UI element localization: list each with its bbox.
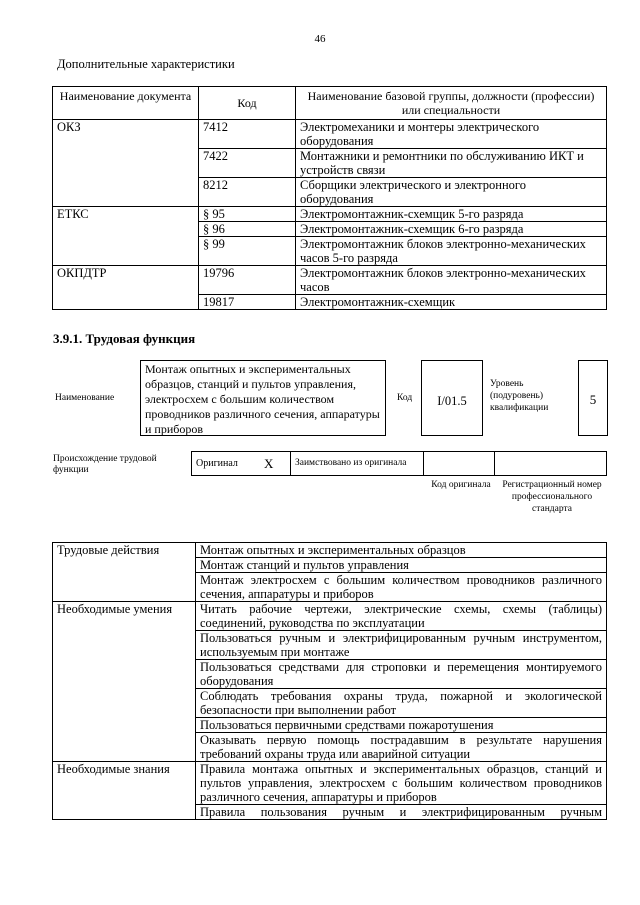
table-row: [53, 762, 607, 805]
header-code: Код: [199, 87, 296, 120]
origin-label: Происхождение трудовой функции: [53, 454, 157, 475]
detail-item: Пользоваться ручным и электрифицированным ручным инструментом, используемым при монтаже: [196, 631, 607, 660]
detail-item: Монтаж станций и пультов управления: [196, 558, 607, 573]
document-name: ЕТКС: [53, 207, 199, 266]
header-document: Наименование документа: [53, 87, 199, 120]
document-name: ОКПДТР: [53, 266, 199, 310]
origin-original: Оригинал: [192, 452, 261, 476]
table-row: [53, 543, 607, 558]
group-name-cell: Электромонтажник блоков электронно-механических часов: [296, 266, 607, 295]
code-cell: 19817: [199, 295, 296, 310]
code-cell: 8212: [199, 178, 296, 207]
table-row: [53, 602, 607, 631]
code-cell: § 96: [199, 222, 296, 237]
group-name-cell: Сборщики электрического и электронного оборудования: [296, 178, 607, 207]
detail-item: Соблюдать требования охраны труда, пожарной и экологической безопасности при выполнении работ: [196, 689, 607, 718]
group-name-cell: Электромеханики и монтеры электрического оборудования: [296, 120, 607, 149]
detail-item: Пользоваться средствами для строповки и перемещения монтируемого оборудования: [196, 660, 607, 689]
detail-item: Правила монтажа опытных и экспериментальных образцов, станций и пультов управления, электросхем с большим количеством проводников различного сечения, аппаратуры и приборов: [196, 762, 607, 805]
function-name-label: Наименование: [55, 393, 115, 403]
registration-number-caption: Регистрационный номер профессионального стандарта: [502, 480, 602, 514]
group-name-cell: Электромонтажник-схемщик 6-го разряда: [296, 222, 607, 237]
table-row: [53, 207, 607, 222]
group-name-cell: Электромонтажник блоков электронно-механических часов 5-го разряда: [296, 237, 607, 266]
function-name: Монтаж опытных и экспериментальных образцов, станций и пультов управления, электросхем с большим количеством проводников различного сечения, аппаратуры и приборов: [140, 360, 386, 436]
code-cell: 7422: [199, 149, 296, 178]
detail-item: Правила пользования ручным и электрифицированным ручным: [196, 805, 607, 820]
function-code: I/01.5: [421, 360, 483, 436]
detail-item: Читать рабочие чертежи, электрические схемы, схемы (таблицы) соединений, руководства по эксплуатации: [196, 602, 607, 631]
qualification-level: 5: [578, 360, 608, 436]
origin-table: [191, 451, 607, 476]
details-table: [52, 542, 607, 820]
table-row: [53, 266, 607, 295]
code-cell: § 99: [199, 237, 296, 266]
qualification-level-label: Уровень (подуровень) квалификации: [490, 379, 549, 413]
header-name: Наименование базовой группы, должности (профессии) или специальности: [296, 87, 607, 120]
group-name-cell: Электромонтажник-схемщик 5-го разряда: [296, 207, 607, 222]
section-label: Необходимые умения: [53, 602, 196, 762]
original-code-cell: [424, 452, 495, 476]
code-cell: § 95: [199, 207, 296, 222]
page-number: 46: [314, 33, 326, 45]
origin-borrowed: Заимствовано из оригинала: [291, 452, 424, 476]
document-name: ОКЗ: [53, 120, 199, 207]
group-name-cell: Монтажники и ремонтники по обслуживанию ИКТ и устройств связи: [296, 149, 607, 178]
section-title: Дополнительные характеристики: [57, 57, 235, 71]
section-label: Трудовые действия: [53, 543, 196, 602]
detail-item: Монтаж электросхем с большим количеством проводников различного сечения, аппаратуры и приборов: [196, 573, 607, 602]
code-cell: 19796: [199, 266, 296, 295]
group-name-cell: Электромонтажник-схемщик: [296, 295, 607, 310]
function-heading: 3.9.1. Трудовая функция: [53, 331, 196, 346]
origin-mark: X: [260, 452, 291, 476]
code-cell: 7412: [199, 120, 296, 149]
characteristics-table: [52, 86, 607, 310]
function-code-label: Код: [397, 393, 413, 403]
section-label: Необходимые знания: [53, 762, 196, 820]
detail-item: Пользоваться первичными средствами пожаротушения: [196, 718, 607, 733]
detail-item: Монтаж опытных и экспериментальных образцов: [196, 543, 607, 558]
original-code-caption: Код оригинала: [431, 480, 491, 490]
detail-item: Оказывать первую помощь пострадавшим в результате нарушения требований охраны труда или аварийной ситуации: [196, 733, 607, 762]
table-row: [53, 120, 607, 149]
registration-number-cell: [495, 452, 607, 476]
